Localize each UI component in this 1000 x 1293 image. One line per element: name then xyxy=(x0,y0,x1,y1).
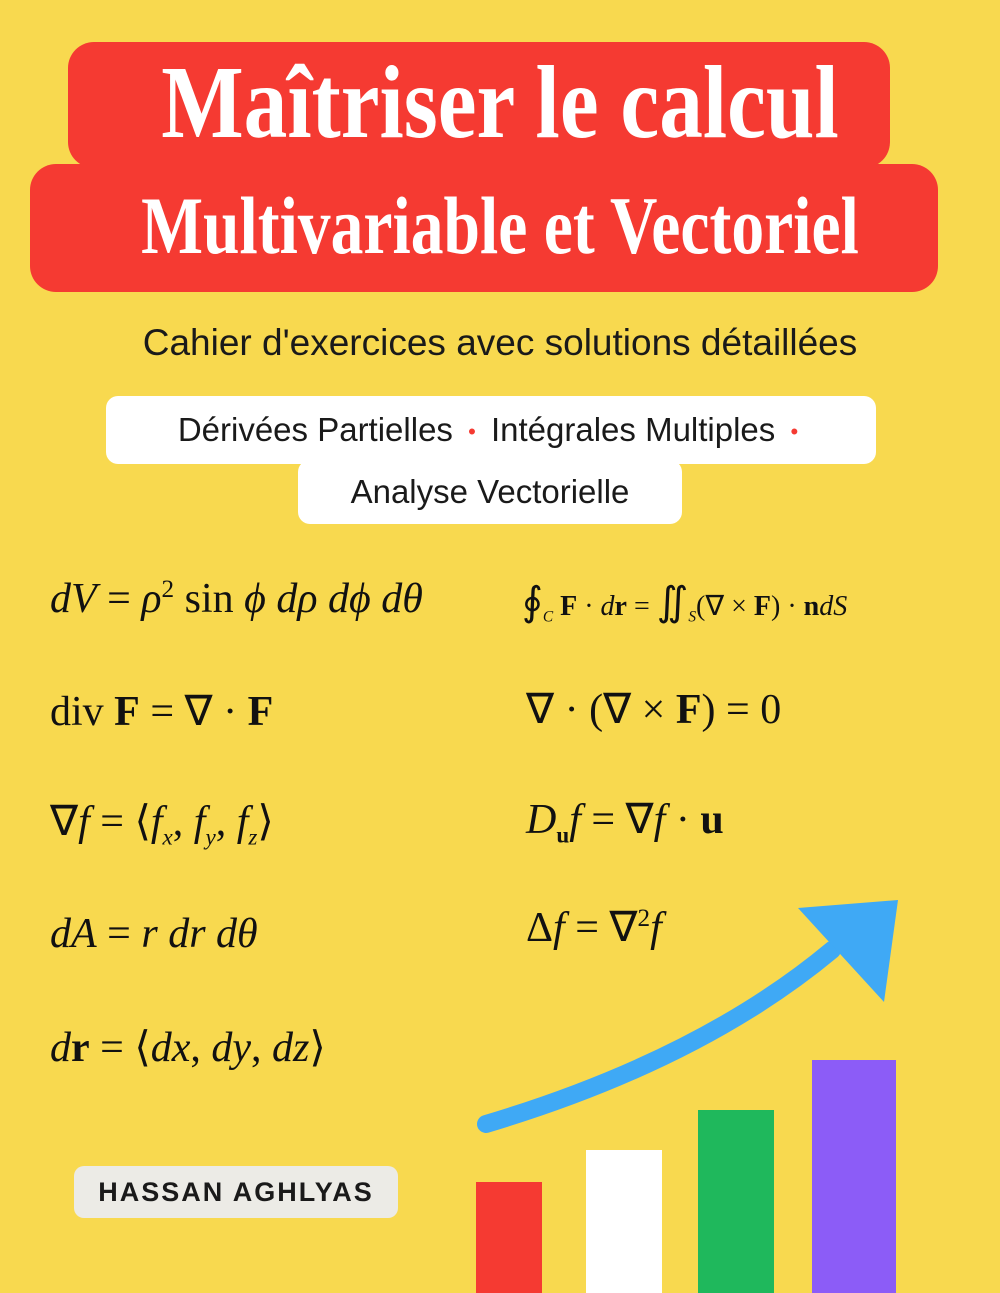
topic-partial-derivatives: Dérivées Partielles xyxy=(177,411,453,448)
formula-spherical-volume: dV = $\rho^2$ sin ϕ dρ dϕ dθ xyxy=(50,576,423,622)
separator-dot: • xyxy=(468,419,476,445)
title-line-2: Multivariable et Vectoriel xyxy=(141,180,859,271)
formula-laplacian: Δf = ∇$^2$f xyxy=(526,905,662,951)
formula-div-curl-zero: ∇ · (∇ × F) = 0 xyxy=(526,687,782,733)
subtitle: Cahier d'exercices avec solutions détaillées xyxy=(142,322,858,363)
separator-dot: • xyxy=(790,419,799,445)
topic-multiple-integrals: Intégrales Multiples xyxy=(490,411,776,448)
title-line-1: Maîtriser le calcul xyxy=(161,45,839,160)
formula-divergence: div F = ∇ · F xyxy=(50,689,274,735)
topic-vector-analysis: Analyse Vectorielle xyxy=(350,473,630,510)
formula-directional-derivative: $D_uf = \nabla f \cdot u$ xyxy=(526,797,724,848)
formula-displacement: dr = ⟨dx, dy, dz⟩ xyxy=(50,1025,326,1071)
formula-polar-area: dA = r dr dθ xyxy=(50,911,258,957)
formula-gradient: $\nabla f = ⟨f_x$, $f_y$, $f_z⟩$ xyxy=(50,799,274,850)
formula-stokes-theorem: $∮_C$ F · dr = $∬_S(\nabla \times F)$ · ndS xyxy=(522,579,848,626)
author-name: HASSAN AGHLYAS xyxy=(74,1166,398,1218)
